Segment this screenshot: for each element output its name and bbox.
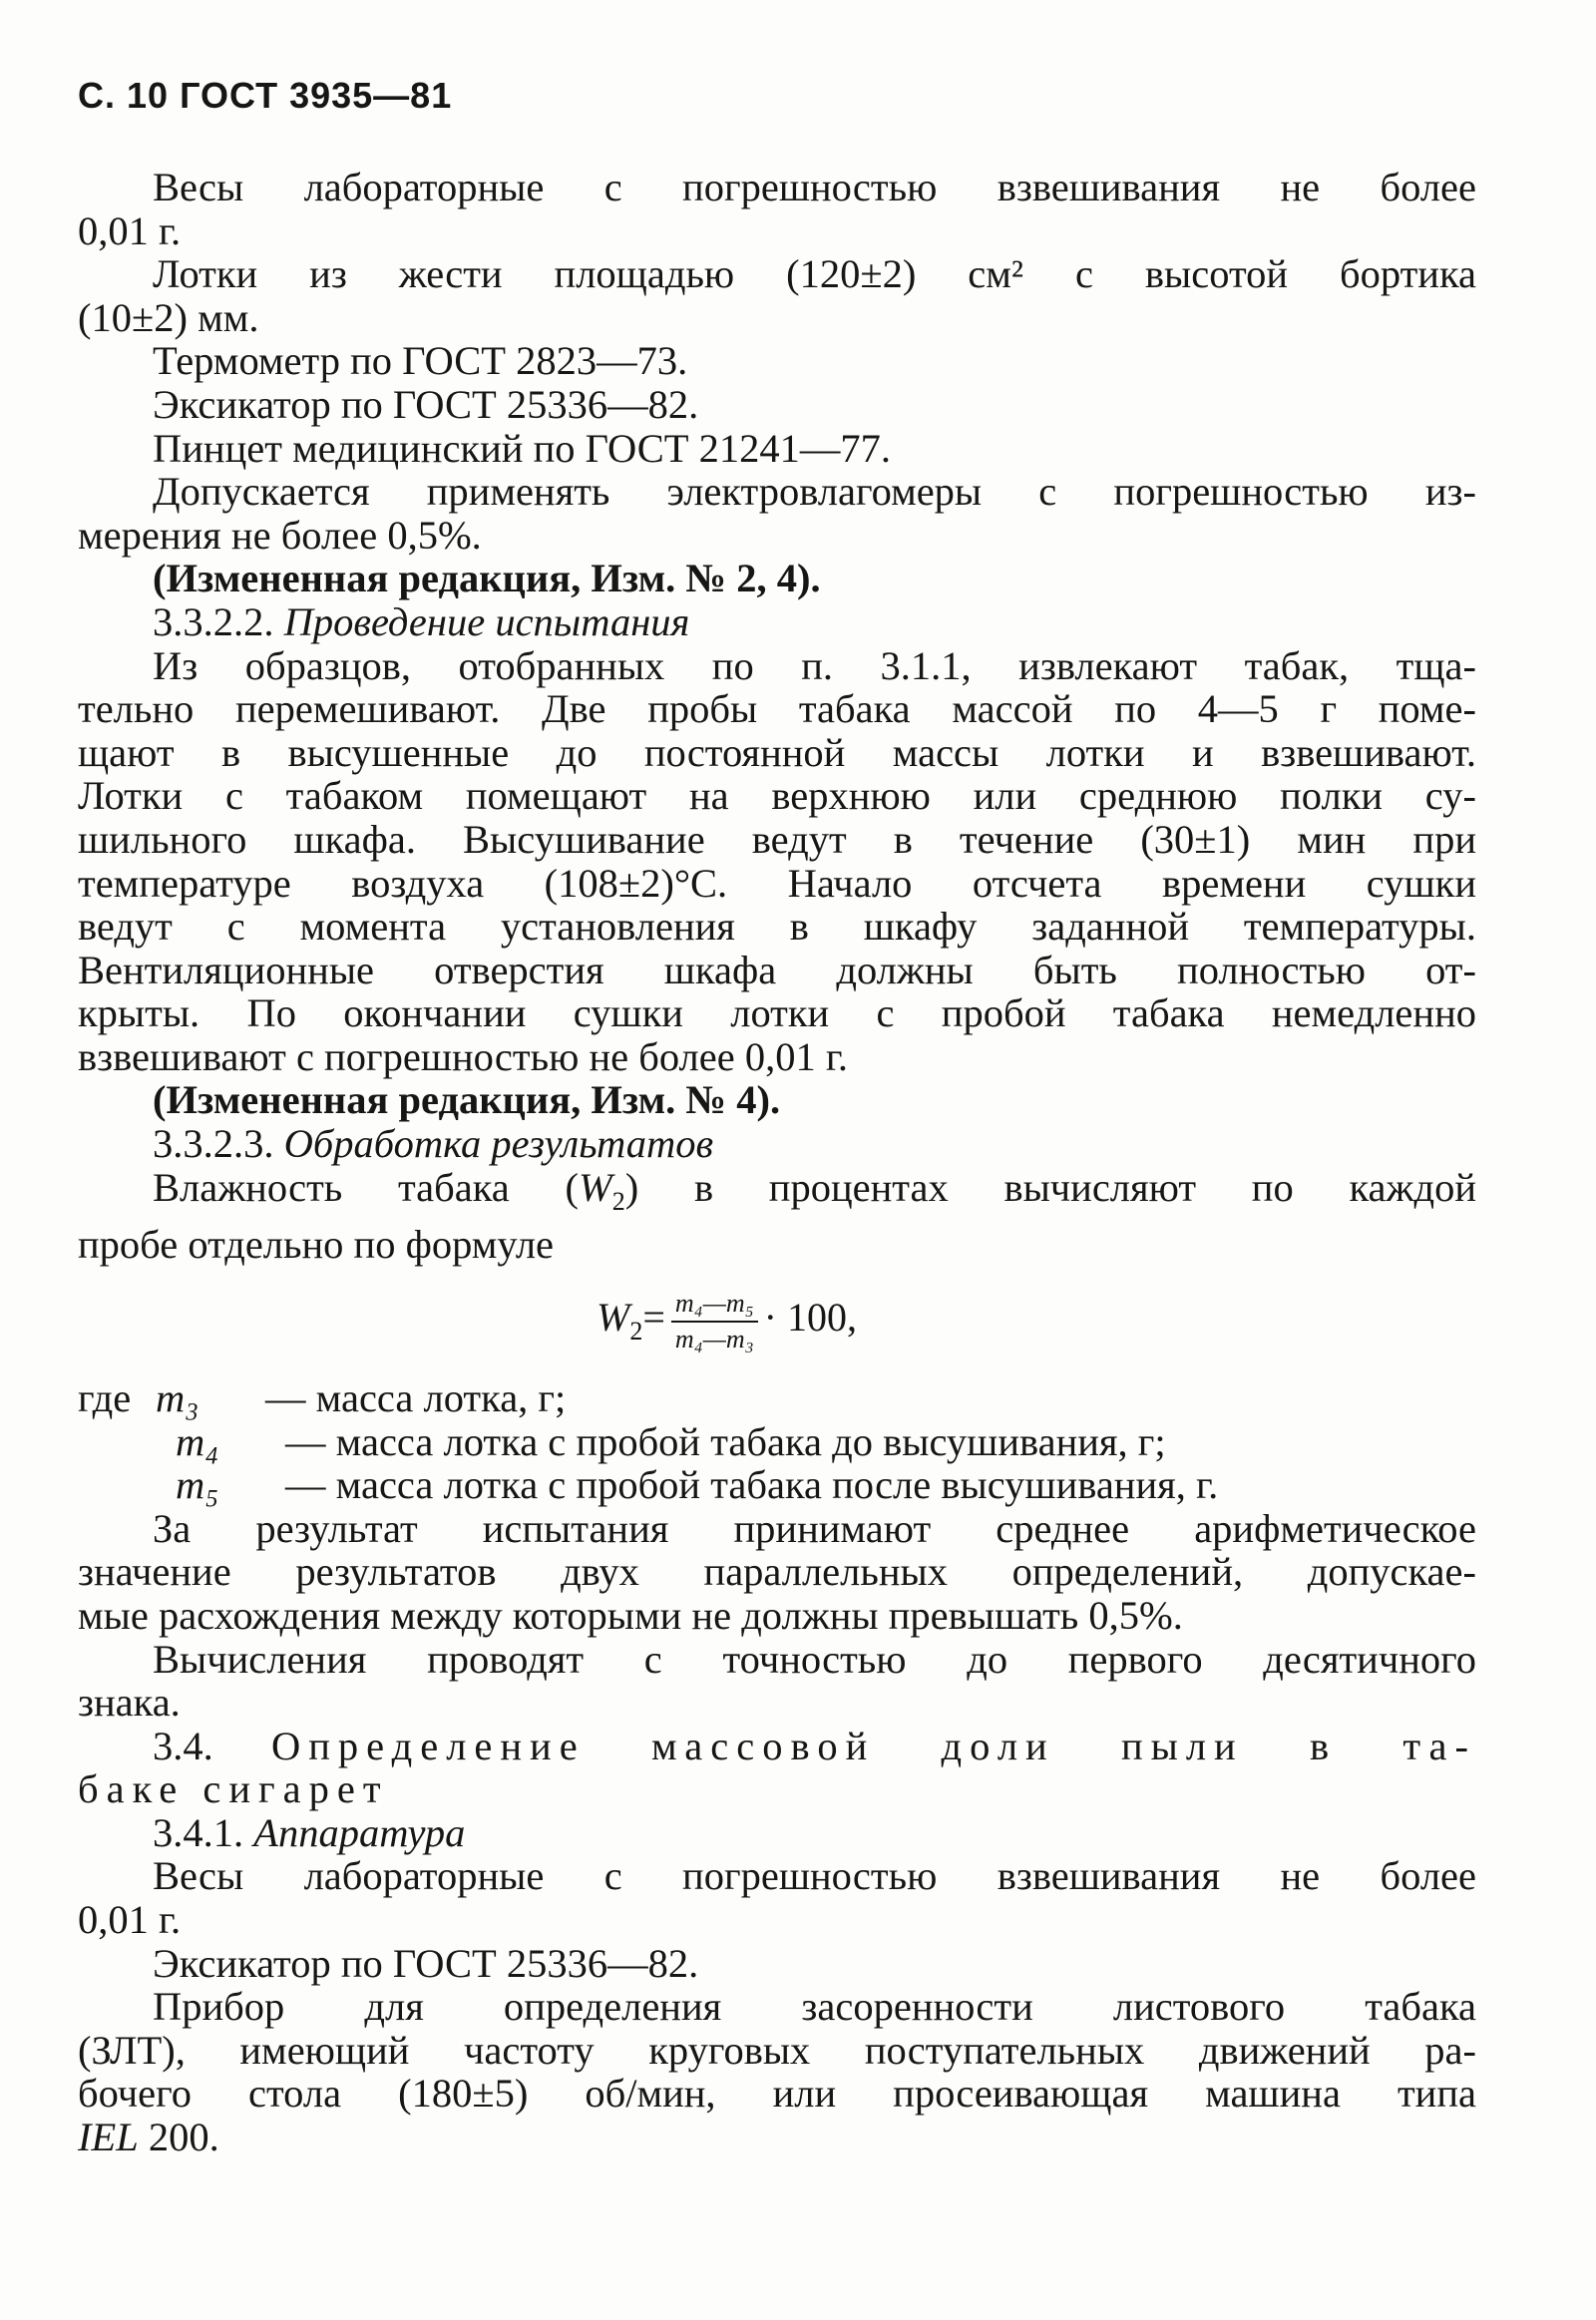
paragraph-desiccator-2 — [78, 1942, 1476, 1986]
text-line: мерения не более 0,5%. — [78, 512, 482, 558]
text-line: Пинцет медицинский по ГОСТ 21241—77. — [153, 425, 892, 471]
legend-m5: m₅ — масса лотка с пробой табака после высушивания, г. — [176, 1462, 1219, 1508]
text-line — [78, 1725, 1476, 1768]
page-body — [78, 166, 1476, 2159]
text-line: значение результатов двух параллельных определений, допускае- — [78, 1549, 1476, 1595]
text-line: Эксикатор по ГОСТ 25336—82. — [153, 381, 699, 427]
text-line: Лотки с табаком помещают на верхнюю или среднюю полки су- — [78, 773, 1476, 819]
paragraph-sieving-device — [78, 1985, 1476, 2158]
section-title: Обработка результатов — [283, 1121, 714, 1167]
text-line: ведут с момента установления в шкафу заданной температуры. — [78, 904, 1476, 950]
text-line: баке сигарет — [78, 1766, 389, 1812]
paragraph-moisture-meters — [78, 470, 1476, 557]
section-number: 3.3.2.3. — [153, 1121, 274, 1167]
text-line: Прибор для определения засоренности листового табака — [153, 1984, 1476, 2030]
paragraph-thermometer — [78, 339, 1476, 383]
section-3-4-1-heading — [78, 1811, 1476, 1855]
paragraph-scales — [78, 166, 1476, 252]
text-line: щают в высушенные до постоянной массы лотки и взвешивают. — [78, 729, 1476, 775]
paragraph-trays — [78, 252, 1476, 339]
text-line: взвешивают с погрешностью не более 0,01 г. — [78, 1033, 849, 1079]
text-line: (Измененная редакция, Изм. № 4). — [153, 1077, 781, 1123]
text-line: IEL 200. — [78, 2115, 219, 2160]
formula-fraction — [671, 1289, 758, 1354]
text-line: знака. — [78, 1680, 181, 1726]
formula-lhs: W — [597, 1295, 630, 1341]
legend-m4: m₄ — масса лотка с пробой табака до высушивания, г; — [176, 1418, 1166, 1464]
formula-equals: = — [642, 1295, 665, 1341]
text-line: Эксикатор по ГОСТ 25336—82. — [153, 1940, 699, 1986]
text-line: Термометр по ГОСТ 2823—73. — [153, 338, 688, 384]
text-line: Лотки из жести площадью (120±2) см² с высотой бортика — [153, 251, 1476, 297]
text-line: тельно перемешивают. Две пробы табака массой по 4—5 г поме- — [78, 686, 1476, 732]
section-3-3-2-2-heading — [78, 600, 1476, 644]
text-line: Допускается применять электровлагомеры с погрешностью из- — [153, 469, 1476, 515]
text-line: мые расхождения между которыми не должны превышать 0,5%. — [78, 1592, 1183, 1638]
amendment-note-2 — [78, 1078, 1476, 1122]
paragraph-result — [78, 1507, 1476, 1638]
text-line: шильного шкафа. Высушивание ведут в течение (30±1) мин при — [78, 816, 1476, 862]
section-3-3-2-3-heading — [78, 1122, 1476, 1166]
text-line: температуре воздуха (108±2)°С. Начало отсчета времени сушки — [78, 860, 1476, 906]
paragraph-desiccator — [78, 383, 1476, 427]
formula-multiplier: · 100, — [763, 1295, 857, 1341]
section-number: 3.3.2.2. — [153, 598, 274, 644]
text-line: Вентиляционные отверстия шкафа должны быть полностью от- — [78, 947, 1476, 992]
section-title: Аппаратура — [253, 1809, 466, 1855]
text-line: пробе отдельно по формуле — [78, 1222, 555, 1268]
text-line: Весы лабораторные с погрешностью взвешивания не более — [153, 1853, 1476, 1899]
formula-legend — [78, 1376, 1476, 1507]
text-line: (ЗЛТ), имеющий частоту круговых поступательных движений ра- — [78, 2027, 1476, 2073]
moisture-formula: $W_2=$ $\frac{\text{m₄—m₅}}{\text{m₄—m₃}}$ · 100, — [597, 1288, 857, 1353]
text-line: (10±2) мм. — [78, 294, 259, 340]
standard-title: ГОСТ 3935—81 — [180, 75, 453, 116]
paragraph-precision — [78, 1638, 1476, 1725]
legend-m3: где m₃ — масса лотка, г; — [78, 1374, 567, 1420]
amendment-note-1 — [78, 557, 1476, 600]
section-3-4-heading — [78, 1725, 1476, 1811]
section-number: 3.4.1. — [153, 1809, 244, 1855]
page-header — [78, 75, 453, 116]
section-title: Определение массовой доли пыли в та- — [271, 1723, 1476, 1768]
text-line: Вычисления проводят с точностью до первого десятичного — [153, 1636, 1476, 1682]
text-line: Весы лабораторные с погрешностью взвешивания не более — [153, 165, 1476, 209]
paragraph-moisture-calculation — [78, 1166, 1476, 1267]
paragraph-tweezers — [78, 427, 1476, 471]
text-line: 0,01 г. — [78, 207, 182, 253]
section-title: Проведение испытания — [283, 598, 690, 644]
text-line: (Измененная редакция, Изм. № 2, 4). — [153, 556, 821, 601]
section-number: 3.4. — [153, 1723, 213, 1768]
page-number: С. 10 — [78, 75, 170, 116]
paragraph-test-procedure — [78, 644, 1476, 1079]
text-line: 0,01 г. — [78, 1897, 182, 1943]
paragraph-scales-2 — [78, 1854, 1476, 1941]
text-line: бочего стола (180±5) об/мин, или просеивающая машина типа — [78, 2071, 1476, 2117]
text-line: За результат испытания принимают среднее арифметическое — [153, 1505, 1476, 1551]
fraction-numerator: m₄—m₅ — [671, 1289, 758, 1323]
text-line: крыты. По окончании сушки лотки с пробой табака немедленно — [78, 990, 1476, 1036]
fraction-denominator: m₄—m₃ — [674, 1324, 754, 1353]
text-line: Влажность табака $(W_2)$ в процентах вычисляют по каждой — [153, 1164, 1476, 1216]
text-line: Из образцов, отобранных по п. 3.1.1, извлекают табак, тща- — [153, 642, 1476, 688]
